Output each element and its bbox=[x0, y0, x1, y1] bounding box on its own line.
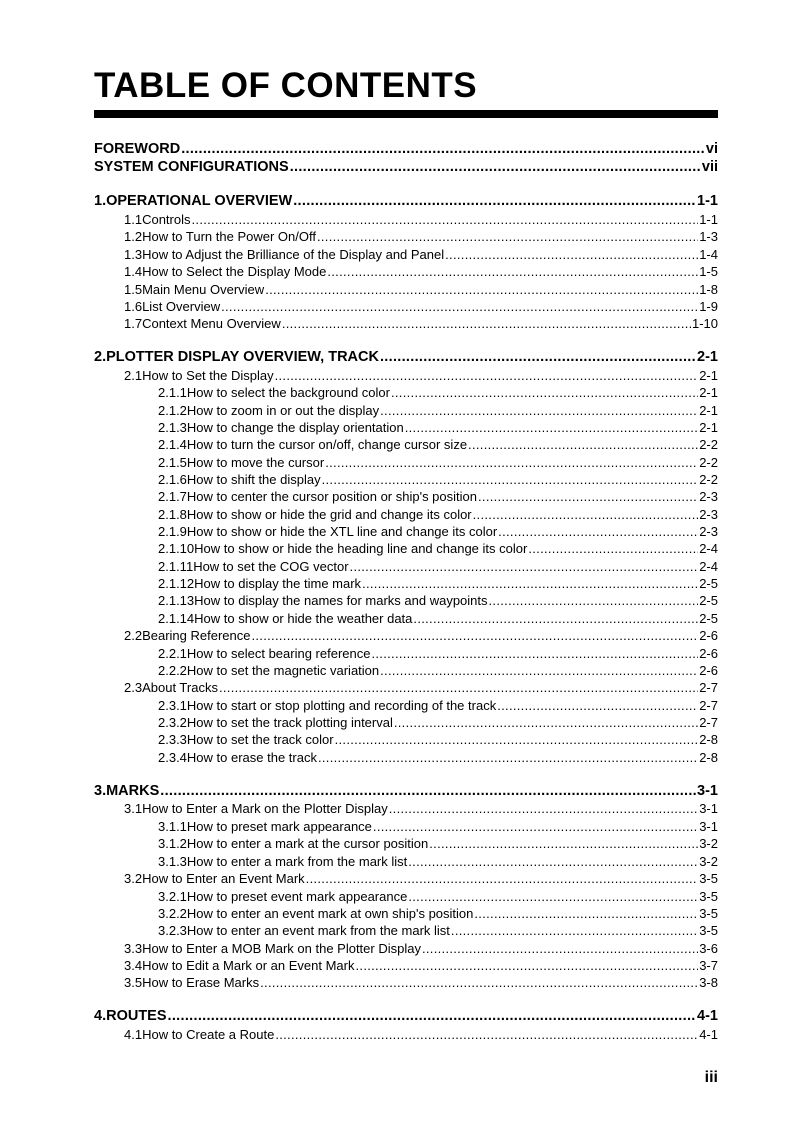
toc-entry[interactable] bbox=[158, 889, 718, 904]
toc-title: How to preset event mark appearance bbox=[186, 889, 408, 904]
toc-page-number: 4-1 bbox=[699, 1027, 718, 1042]
toc-entry[interactable] bbox=[124, 975, 718, 990]
toc-entry[interactable] bbox=[158, 593, 718, 608]
toc-leader-dots bbox=[356, 958, 699, 973]
toc-title: How to shift the display bbox=[186, 472, 321, 487]
toc-leader-dots bbox=[251, 628, 698, 643]
toc-page-number: 2-3 bbox=[699, 489, 718, 504]
toc-entry[interactable] bbox=[124, 941, 718, 956]
toc-leader-dots bbox=[468, 437, 698, 452]
toc-number: 3.1 bbox=[124, 801, 143, 816]
toc-leader-dots bbox=[181, 141, 705, 157]
toc-entry[interactable] bbox=[158, 715, 718, 730]
toc-page-number: 2-2 bbox=[699, 472, 718, 487]
toc-page-number: 1-9 bbox=[699, 299, 718, 314]
toc-title: About Tracks bbox=[142, 680, 218, 695]
toc-title: How to display the names for marks and waypoints bbox=[194, 593, 488, 608]
page-title: TABLE OF CONTENTS bbox=[94, 66, 478, 105]
toc-number: 3.2.1 bbox=[158, 889, 187, 904]
toc-number: 1.4 bbox=[124, 264, 143, 279]
toc-leader-dots bbox=[429, 836, 698, 851]
toc-number: 1.3 bbox=[124, 247, 143, 262]
toc-title: How to enter an event mark from the mark list bbox=[186, 923, 450, 938]
toc-number: 2.3.3 bbox=[158, 732, 187, 747]
toc-page-number: 2-5 bbox=[699, 593, 718, 608]
toc-number: 3.2.3 bbox=[158, 923, 187, 938]
toc-page-number: 1-4 bbox=[699, 247, 718, 262]
toc-page-number: vii bbox=[701, 159, 718, 175]
toc-entry[interactable] bbox=[124, 1027, 718, 1042]
toc-entry[interactable] bbox=[124, 282, 718, 297]
toc-entry[interactable] bbox=[124, 229, 718, 244]
toc-title: How to Create a Route bbox=[142, 1027, 275, 1042]
toc-number: 2.1.12 bbox=[158, 576, 195, 591]
toc-title: Main Menu Overview bbox=[142, 282, 265, 297]
toc-leader-dots bbox=[318, 750, 698, 765]
toc-page-number: 3-5 bbox=[699, 889, 718, 904]
toc-leader-dots bbox=[497, 698, 698, 713]
toc-chapter[interactable] bbox=[94, 783, 718, 799]
toc-entry[interactable] bbox=[158, 489, 718, 504]
toc-number: 2.1.4 bbox=[158, 437, 187, 452]
toc-page-number: 2-8 bbox=[699, 732, 718, 747]
page-number: iii bbox=[704, 1069, 718, 1086]
toc-number: 3.1.3 bbox=[158, 854, 187, 869]
toc-page-number: 3-1 bbox=[697, 783, 718, 799]
toc-page-number: 3-1 bbox=[699, 819, 718, 834]
toc-leader-dots bbox=[478, 489, 698, 504]
toc-number: 2.3 bbox=[124, 680, 143, 695]
toc-number: 4. bbox=[94, 1008, 107, 1024]
toc-number: 1.2 bbox=[124, 229, 143, 244]
toc-entry[interactable] bbox=[158, 732, 718, 747]
toc-entry[interactable] bbox=[158, 403, 718, 418]
toc-page-number: 3-8 bbox=[699, 975, 718, 990]
toc-entry[interactable] bbox=[158, 646, 718, 661]
toc-leader-dots bbox=[380, 663, 698, 678]
toc-title: How to center the cursor position or ship's position bbox=[186, 489, 477, 504]
toc-leader-dots bbox=[282, 316, 691, 331]
toc-leader-dots bbox=[317, 229, 698, 244]
toc-title: How to start or stop plotting and recording of the track bbox=[186, 698, 497, 713]
toc-entry[interactable] bbox=[158, 455, 718, 470]
toc-title: How to set the track plotting interval bbox=[186, 715, 393, 730]
toc-number: 2.1.10 bbox=[158, 541, 195, 556]
toc-front-matter[interactable] bbox=[94, 159, 718, 175]
toc-page-number: 1-5 bbox=[699, 264, 718, 279]
toc-title: How to Enter a MOB Mark on the Plotter Display bbox=[142, 941, 421, 956]
toc-number: 1. bbox=[94, 193, 107, 209]
toc-number: 2.1 bbox=[124, 368, 143, 383]
toc-number: 2.1.8 bbox=[158, 507, 187, 522]
toc-entry[interactable] bbox=[124, 316, 718, 331]
toc-page-number: 2-1 bbox=[699, 385, 718, 400]
toc-title: OPERATIONAL OVERVIEW bbox=[106, 193, 293, 209]
toc-entry[interactable] bbox=[158, 923, 718, 938]
title-rule bbox=[94, 110, 718, 118]
toc-page-number: 2-4 bbox=[699, 559, 718, 574]
toc-page-number: 2-7 bbox=[699, 680, 718, 695]
toc-leader-dots bbox=[380, 349, 696, 365]
toc-entry[interactable] bbox=[158, 420, 718, 435]
toc-entry[interactable] bbox=[124, 264, 718, 279]
toc-leader-dots bbox=[389, 801, 698, 816]
toc-leader-dots bbox=[394, 715, 698, 730]
toc-number: 3.1.2 bbox=[158, 836, 187, 851]
toc-number: 2. bbox=[94, 349, 107, 365]
toc-number: 3. bbox=[94, 783, 107, 799]
toc-title: How to select the background color bbox=[186, 385, 390, 400]
toc-number: 2.1.13 bbox=[158, 593, 195, 608]
toc-title: How to change the display orientation bbox=[186, 420, 404, 435]
toc-title: How to set the magnetic variation bbox=[186, 663, 380, 678]
toc-entry[interactable] bbox=[158, 524, 718, 539]
toc-leader-dots bbox=[373, 819, 698, 834]
toc-number: 2.3.1 bbox=[158, 698, 187, 713]
toc-number: 3.3 bbox=[124, 941, 143, 956]
toc-entry[interactable] bbox=[158, 663, 718, 678]
toc-leader-dots bbox=[422, 941, 698, 956]
toc-page-number: 2-7 bbox=[699, 715, 718, 730]
toc-number: 2.2.1 bbox=[158, 646, 187, 661]
toc-number: 2.1.3 bbox=[158, 420, 187, 435]
toc-title: How to show or hide the XTL line and change its color bbox=[186, 524, 498, 539]
toc-page-number: 3-6 bbox=[699, 941, 718, 956]
toc-leader-dots bbox=[290, 159, 701, 175]
toc-number: 2.3.4 bbox=[158, 750, 187, 765]
toc-title: How to show or hide the heading line and change its color bbox=[194, 541, 528, 556]
toc-title: ROUTES bbox=[106, 1008, 167, 1024]
toc-page-number: 2-6 bbox=[699, 663, 718, 678]
toc-page-number: 2-6 bbox=[699, 628, 718, 643]
toc-title: PLOTTER DISPLAY OVERVIEW, TRACK bbox=[106, 349, 379, 365]
toc-number: 1.6 bbox=[124, 299, 143, 314]
toc-page-number: 3-5 bbox=[699, 923, 718, 938]
toc-title: How to show or hide the weather data bbox=[194, 611, 413, 626]
toc-page-number: 2-7 bbox=[699, 698, 718, 713]
toc-page-number: 1-10 bbox=[691, 316, 718, 331]
toc-title: How to enter a mark at the cursor position bbox=[186, 836, 429, 851]
toc-number: 3.4 bbox=[124, 958, 143, 973]
toc-entry[interactable] bbox=[158, 750, 718, 765]
toc-page-number: 2-1 bbox=[699, 368, 718, 383]
toc-leader-dots bbox=[473, 507, 699, 522]
toc-page-number: 3-5 bbox=[699, 906, 718, 921]
toc-leader-dots bbox=[408, 854, 698, 869]
toc-page-number: 3-2 bbox=[699, 854, 718, 869]
toc-title: How to Edit a Mark or an Event Mark bbox=[142, 958, 355, 973]
toc-title: How to Adjust the Brilliance of the Display and Panel bbox=[142, 247, 445, 262]
toc-title: How to move the cursor bbox=[186, 455, 325, 470]
toc-leader-dots bbox=[265, 282, 698, 297]
toc-entry[interactable] bbox=[158, 576, 718, 591]
toc-page-number: 2-2 bbox=[699, 437, 718, 452]
toc-page-number: 2-6 bbox=[699, 646, 718, 661]
toc-leader-dots bbox=[391, 385, 698, 400]
toc-number: 1.5 bbox=[124, 282, 143, 297]
toc-entry[interactable] bbox=[158, 836, 718, 851]
toc-title: How to Enter a Mark on the Plotter Display bbox=[142, 801, 388, 816]
toc-entry[interactable] bbox=[124, 299, 718, 314]
toc-number: 3.5 bbox=[124, 975, 143, 990]
toc-entry[interactable] bbox=[158, 698, 718, 713]
toc-title: How to preset mark appearance bbox=[186, 819, 372, 834]
toc-page-number: 3-7 bbox=[699, 958, 718, 973]
toc-title: How to Enter an Event Mark bbox=[142, 871, 305, 886]
toc-title: Controls bbox=[142, 212, 191, 227]
toc-number: 2.1.2 bbox=[158, 403, 187, 418]
toc-leader-dots bbox=[405, 420, 698, 435]
toc-number: 2.1.5 bbox=[158, 455, 187, 470]
toc-title: Bearing Reference bbox=[142, 628, 251, 643]
toc-entry[interactable] bbox=[124, 368, 718, 383]
toc-entry[interactable] bbox=[124, 247, 718, 262]
toc-leader-dots bbox=[474, 906, 698, 921]
toc-leader-dots bbox=[413, 611, 698, 626]
toc-leader-dots bbox=[489, 593, 699, 608]
toc-entry[interactable] bbox=[158, 559, 718, 574]
toc-page-number: 2-2 bbox=[699, 455, 718, 470]
toc-page-number: 1-8 bbox=[699, 282, 718, 297]
toc-entry[interactable] bbox=[158, 472, 718, 487]
toc-leader-dots bbox=[260, 975, 698, 990]
toc-title: How to Turn the Power On/Off bbox=[142, 229, 316, 244]
toc-title: How to set the COG vector bbox=[193, 559, 349, 574]
toc-title: How to display the time mark bbox=[194, 576, 362, 591]
toc-leader-dots bbox=[306, 871, 699, 886]
toc-page-number: 3-2 bbox=[699, 836, 718, 851]
toc-leader-dots bbox=[219, 680, 698, 695]
toc-title: How to Select the Display Mode bbox=[142, 264, 327, 279]
toc-number: 1.7 bbox=[124, 316, 143, 331]
toc-number: 1.1 bbox=[124, 212, 143, 227]
toc-page-number: vi bbox=[705, 141, 718, 157]
toc-entry[interactable] bbox=[158, 906, 718, 921]
toc-title: SYSTEM CONFIGURATIONS bbox=[94, 159, 289, 175]
toc-number: 2.1.7 bbox=[158, 489, 187, 504]
toc-page-number: 2-3 bbox=[699, 524, 718, 539]
toc-number: 2.1.1 bbox=[158, 385, 187, 400]
toc-entry[interactable] bbox=[124, 212, 718, 227]
toc-title: How to Set the Display bbox=[142, 368, 274, 383]
toc-number: 2.1.11 bbox=[158, 559, 194, 574]
toc-number: 2.1.14 bbox=[158, 611, 195, 626]
toc-number: 2.1.9 bbox=[158, 524, 187, 539]
toc-title: How to set the track color bbox=[186, 732, 334, 747]
toc-leader-dots bbox=[528, 541, 698, 556]
toc-title: List Overview bbox=[142, 299, 221, 314]
toc-leader-dots bbox=[380, 403, 698, 418]
toc-title: MARKS bbox=[106, 783, 160, 799]
toc-entry[interactable] bbox=[124, 958, 718, 973]
toc-entry[interactable] bbox=[158, 541, 718, 556]
toc-leader-dots bbox=[362, 576, 698, 591]
toc-leader-dots bbox=[445, 247, 698, 262]
toc-number: 4.1 bbox=[124, 1027, 143, 1042]
toc-title: How to enter a mark from the mark list bbox=[186, 854, 408, 869]
toc-entry[interactable] bbox=[124, 801, 718, 816]
toc-page-number: 2-5 bbox=[699, 576, 718, 591]
toc-leader-dots bbox=[293, 193, 696, 209]
toc-page-number: 2-4 bbox=[699, 541, 718, 556]
toc-leader-dots bbox=[371, 646, 698, 661]
toc-entry[interactable] bbox=[124, 680, 718, 695]
toc-leader-dots bbox=[221, 299, 698, 314]
toc-entry[interactable] bbox=[124, 628, 718, 643]
toc-leader-dots bbox=[335, 732, 699, 747]
toc-chapter[interactable] bbox=[94, 193, 718, 209]
toc-leader-dots bbox=[325, 455, 698, 470]
toc-leader-dots bbox=[327, 264, 698, 279]
toc-page-number: 2-1 bbox=[699, 420, 718, 435]
toc-leader-dots bbox=[451, 923, 698, 938]
toc-leader-dots bbox=[498, 524, 698, 539]
toc-leader-dots bbox=[168, 1008, 697, 1024]
toc-leader-dots bbox=[275, 1027, 698, 1042]
toc-chapter[interactable] bbox=[94, 349, 718, 365]
toc-page-number: 1-1 bbox=[697, 193, 718, 209]
toc-entry[interactable] bbox=[158, 507, 718, 522]
toc-entry[interactable] bbox=[124, 871, 718, 886]
toc-title: FOREWORD bbox=[94, 141, 181, 157]
toc-page-number: 3-5 bbox=[699, 871, 718, 886]
toc-page-number: 2-1 bbox=[697, 349, 718, 365]
toc-title: How to enter an event mark at own ship's position bbox=[186, 906, 474, 921]
toc-number: 2.1.6 bbox=[158, 472, 187, 487]
toc-title: How to Erase Marks bbox=[142, 975, 260, 990]
toc-leader-dots bbox=[408, 889, 698, 904]
toc-entry[interactable] bbox=[158, 611, 718, 626]
toc-page-number: 3-1 bbox=[699, 801, 718, 816]
toc-page-number: 2-1 bbox=[699, 403, 718, 418]
toc-chapter[interactable] bbox=[94, 1008, 718, 1024]
toc-leader-dots bbox=[350, 559, 699, 574]
toc-page-number: 1-1 bbox=[699, 212, 718, 227]
toc-title: Context Menu Overview bbox=[142, 316, 281, 331]
toc-number: 2.2 bbox=[124, 628, 143, 643]
toc-entry[interactable] bbox=[158, 854, 718, 869]
toc-leader-dots bbox=[275, 368, 699, 383]
toc-page-number: 1-3 bbox=[699, 229, 718, 244]
toc-title: How to show or hide the grid and change its color bbox=[186, 507, 472, 522]
toc-leader-dots bbox=[322, 472, 699, 487]
toc-page-number: 2-8 bbox=[699, 750, 718, 765]
toc-number: 2.2.2 bbox=[158, 663, 187, 678]
toc-page-number: 4-1 bbox=[697, 1008, 718, 1024]
toc-entry[interactable] bbox=[158, 437, 718, 452]
toc-entry[interactable] bbox=[158, 819, 718, 834]
toc-number: 3.1.1 bbox=[158, 819, 187, 834]
toc-number: 3.2.2 bbox=[158, 906, 187, 921]
toc-page-number: 2-5 bbox=[699, 611, 718, 626]
toc-front-matter[interactable] bbox=[94, 141, 718, 157]
toc-title: How to erase the track bbox=[186, 750, 317, 765]
toc-leader-dots bbox=[192, 212, 699, 227]
toc-entry[interactable] bbox=[158, 385, 718, 400]
toc-title: How to turn the cursor on/off, change cursor size bbox=[186, 437, 468, 452]
toc-title: How to zoom in or out the display bbox=[186, 403, 380, 418]
toc-number: 3.2 bbox=[124, 871, 143, 886]
toc-title: How to select bearing reference bbox=[186, 646, 371, 661]
toc-page-number: 2-3 bbox=[699, 507, 718, 522]
toc-number: 2.3.2 bbox=[158, 715, 187, 730]
toc-leader-dots bbox=[160, 783, 696, 799]
